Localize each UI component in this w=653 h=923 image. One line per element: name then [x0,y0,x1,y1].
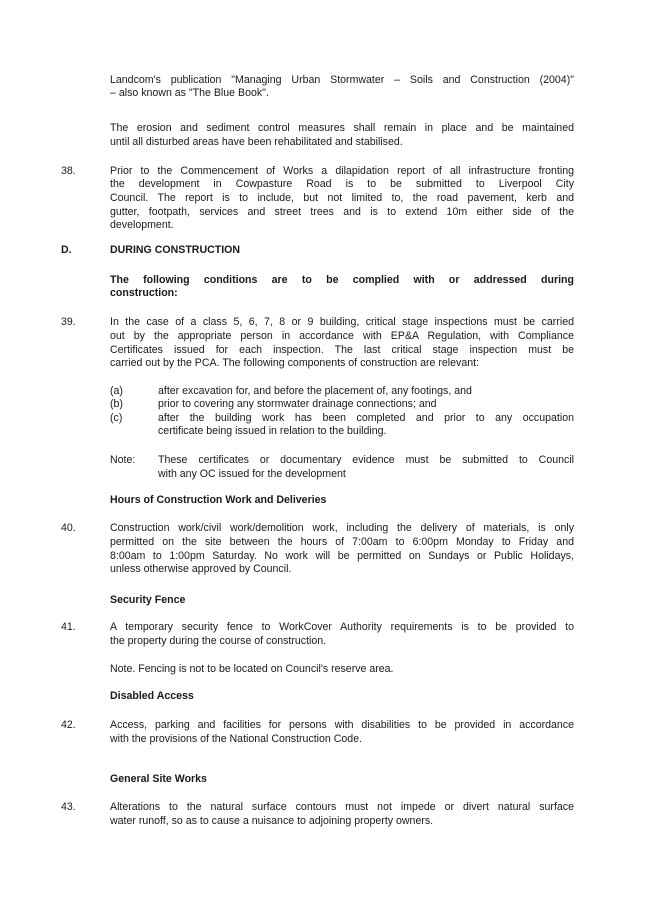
intro-line: – also known as "The Blue Book". [110,87,269,99]
condition-41-line: the property during the course of construction. [110,635,327,647]
condition-number: 40. [61,522,76,534]
condition-41-line: A temporary security fence to WorkCover Authority requirements is to be provided to [110,621,574,633]
condition-number: 41. [61,621,76,633]
list-item-text: prior to covering any stormwater drainage connections; and [158,398,437,410]
condition-41-note: Note. Fencing is not to be located on Council's reserve area. [110,663,394,675]
condition-39-line: carried out by the PCA. The following components of construction are relevant: [110,357,480,369]
section-intro-line: The following conditions are to be complied with or addressed during [110,274,574,286]
condition-38-line: gutter, footpath, services and street trees and is to extend 10m either side of the [110,206,574,218]
condition-40-line: 8:00am to 1:00pm Saturday. No work will be permitted on Sundays or Public Holidays, [110,550,574,562]
intro-paragraph-line: until all disturbed areas have been rehabilitated and stabilised. [110,136,403,148]
intro-line: Landcom's publication "Managing Urban Stormwater – Soils and Construction (2004)" [110,74,574,86]
note-text: These certificates or documentary evidence must be submitted to Council [158,454,574,466]
condition-number: 39. [61,316,76,328]
section-intro-line: construction: [110,287,178,299]
list-item-text: certificate being issued in relation to the building. [158,425,387,437]
condition-38-line: the development in Cowpasture Road is to be submitted to Liverpool City [110,178,574,190]
section-title: DURING CONSTRUCTION [110,244,241,256]
condition-number: 38. [61,165,76,177]
note-text: with any OC issued for the development [158,468,346,480]
list-item-text: after excavation for, and before the placement of, any footings, and [158,385,472,397]
condition-38-line: development. [110,219,174,231]
list-item-label: (b) [110,398,123,410]
condition-38-line: Council. The report is to include, but not limited to, the road pavement, kerb and [110,192,574,204]
condition-38-line: Prior to the Commencement of Works a dilapidation report of all infrastructure fronting [110,165,574,177]
condition-40-line: unless otherwise approved by Council. [110,563,292,575]
note-label: Note: [110,454,136,466]
condition-42-line: with the provisions of the National Construction Code. [110,733,363,745]
condition-40-line: Construction work/civil work/demolition work, including the delivery of materials, is only [110,522,574,534]
intro-paragraph-line: The erosion and sediment control measures shall remain in place and be maintained [110,122,574,134]
subheading: Security Fence [110,594,186,606]
subheading: Hours of Construction Work and Deliveries [110,494,327,506]
list-item-label: (c) [110,412,123,424]
list-item-label: (a) [110,385,123,397]
condition-40-line: permitted on the site between the hours of 7:00am to 6:00pm Monday to Friday and [110,536,574,548]
section-letter: D. [61,244,72,256]
subheading: General Site Works [110,773,207,785]
condition-43-line: water runoff, so as to cause a nuisance to adjoining property owners. [110,815,434,827]
condition-number: 42. [61,719,76,731]
list-item-text: after the building work has been completed and prior to any occupation [158,412,574,424]
subheading: Disabled Access [110,690,194,702]
condition-39-line: In the case of a class 5, 6, 7, 8 or 9 building, critical stage inspections must be carried [110,316,574,328]
condition-number: 43. [61,801,76,813]
condition-42-line: Access, parking and facilities for persons with disabilities to be provided in accordance [110,719,574,731]
condition-43-line: Alterations to the natural surface contours must not impede or divert natural surface [110,801,574,813]
condition-39-line: out by the appropriate person in accordance with EP&A Regulation, with Compliance [110,330,574,342]
condition-39-line: Certificates issued for each inspection. The last critical stage inspection must be [110,344,574,356]
